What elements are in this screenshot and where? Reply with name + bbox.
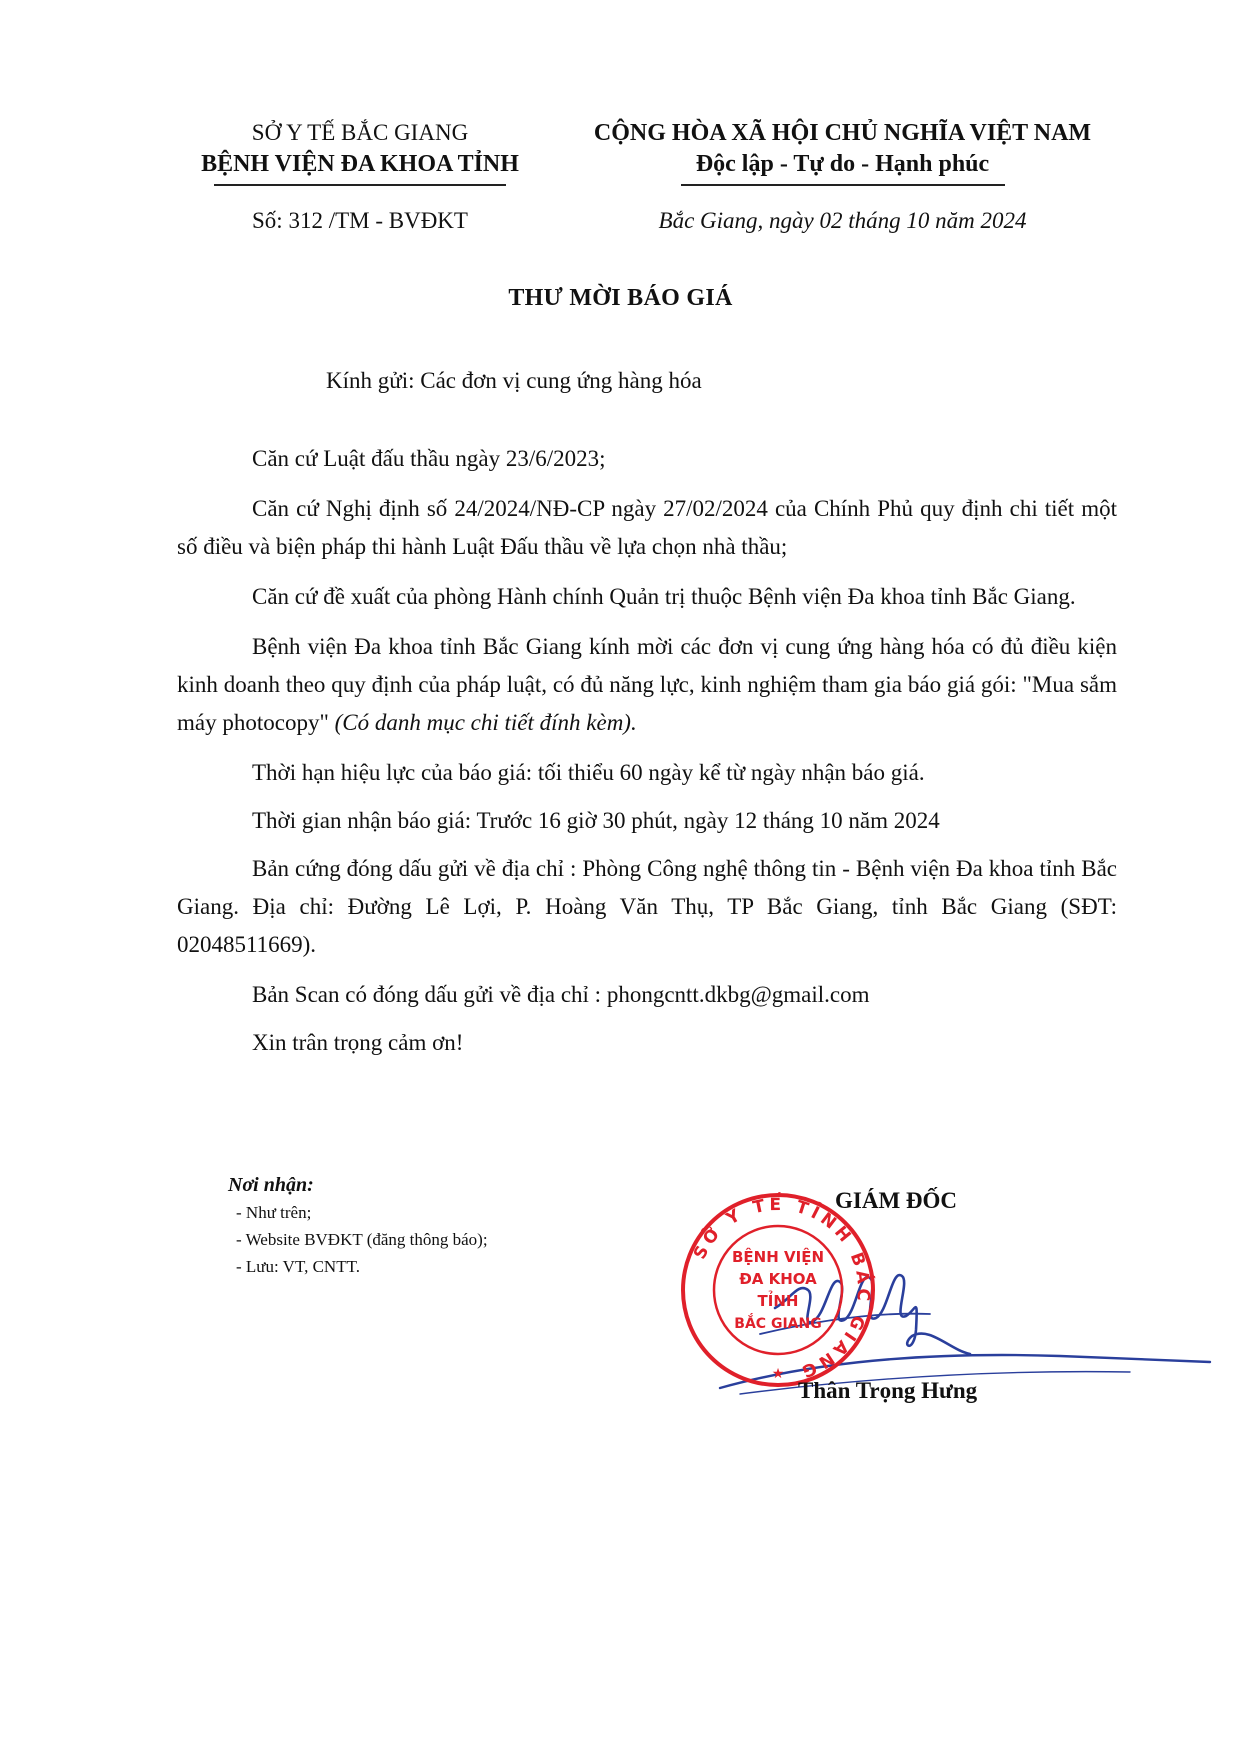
- signer-name: Thân Trọng Hưng: [798, 1378, 978, 1403]
- document-number: Số: 312 /TM - BVĐKT: [252, 207, 468, 233]
- stamp-star-icon: ★: [771, 1366, 785, 1382]
- paragraph-legal-basis-decree: Căn cứ Nghị định số 24/2024/NĐ-CP ngày 27/02/2024 của Chính Phủ quy định chi tiết một số điều và biện pháp thi hành Luật Đấu thầu về lựa chọn nhà thầu;: [177, 496, 1117, 559]
- stamp-inner-line: TỈNH: [757, 1292, 799, 1310]
- issuer-block: [150, 118, 570, 234]
- paragraph-deadline: Thời gian nhận báo giá: Trước 16 giờ 30 phút, ngày 12 tháng 10 năm 2024: [252, 808, 940, 833]
- paragraph-thanks: Xin trân trọng cảm ơn!: [252, 1030, 464, 1055]
- stamp-inner-line: BẮC GIANG: [734, 1316, 822, 1332]
- nation-name: CỘNG HÒA XÃ HỘI CHỦ NGHĨA VIỆT NAM: [593, 120, 1092, 146]
- paragraph-scan-email: Bản Scan có đóng dấu gửi về địa chỉ : phongcntt.dkbg@gmail.com: [252, 982, 870, 1007]
- invitation-attachment-note: (Có danh mục chi tiết đính kèm).: [334, 710, 637, 735]
- invitation-text: Bệnh viện Đa khoa tỉnh Bắc Giang kính mời các đơn vị cung ứng hàng hóa có đủ điều kiện kinh doanh theo quy định của pháp luật, có đủ năng lực, kinh nghiệm tham gia báo giá gói: "Mua sắm máy photocopy": [177, 634, 1117, 735]
- department-name: SỞ Y TẾ BẮC GIANG: [251, 120, 469, 145]
- organization-name: BỆNH VIỆN ĐA KHOA TỈNH: [201, 151, 519, 177]
- motto-underline: [681, 184, 1005, 186]
- national-motto: Độc lập - Tự do - Hạnh phúc: [695, 151, 990, 177]
- stamp-inner-line: ĐA KHOA: [739, 1270, 817, 1288]
- recipient-item: - Website BVĐKT (đăng thông báo);: [236, 1230, 488, 1249]
- paragraph-legal-basis-law: Căn cứ Luật đấu thầu ngày 23/6/2023;: [252, 446, 606, 471]
- stamp-inner-line: BỆNH VIỆN: [732, 1248, 824, 1266]
- signer-title: GIÁM ĐỐC: [835, 1188, 958, 1213]
- recipient-item: - Như trên;: [236, 1203, 312, 1222]
- document-title: THƯ MỜI BÁO GIÁ: [508, 285, 733, 311]
- paragraph-validity: Thời hạn hiệu lực của báo giá: tối thiểu 60 ngày kể từ ngày nhận báo giá.: [252, 760, 925, 785]
- official-stamp: [680, 1192, 876, 1388]
- document-body: [177, 440, 1117, 1074]
- paragraph-hardcopy-address: Bản cứng đóng dấu gửi về địa chỉ : Phòng Công nghệ thông tin - Bệnh viện Đa khoa tỉnh Bắc Giang. Địa chỉ: Đường Lê Lợi, P. Hoàng Văn Thụ, TP Bắc Giang, tỉnh Bắc Giang (SĐT: 02048511669).: [177, 856, 1117, 957]
- salutation: Kính gửi: Các đơn vị cung ứng hàng hóa: [326, 368, 702, 393]
- recipient-item: - Lưu: VT, CNTT.: [236, 1257, 360, 1276]
- stamp-outer-textpath: SỞ Y TẾ TỈNH BẮC GIANG: [689, 1194, 874, 1383]
- issuer-underline: [214, 184, 506, 186]
- paragraph-invitation: [177, 628, 1117, 742]
- paragraph-proposal-basis: Căn cứ đề xuất của phòng Hành chính Quản trị thuộc Bệnh viện Đa khoa tỉnh Bắc Giang.: [252, 584, 1076, 609]
- national-heading-block: [560, 118, 1125, 234]
- recipients-block: [228, 1172, 488, 1280]
- recipients-label: Nơi nhận:: [228, 1174, 314, 1196]
- stamp-inner-ring: [714, 1226, 842, 1354]
- place-date: Bắc Giang, ngày 02 tháng 10 năm 2024: [658, 207, 1027, 233]
